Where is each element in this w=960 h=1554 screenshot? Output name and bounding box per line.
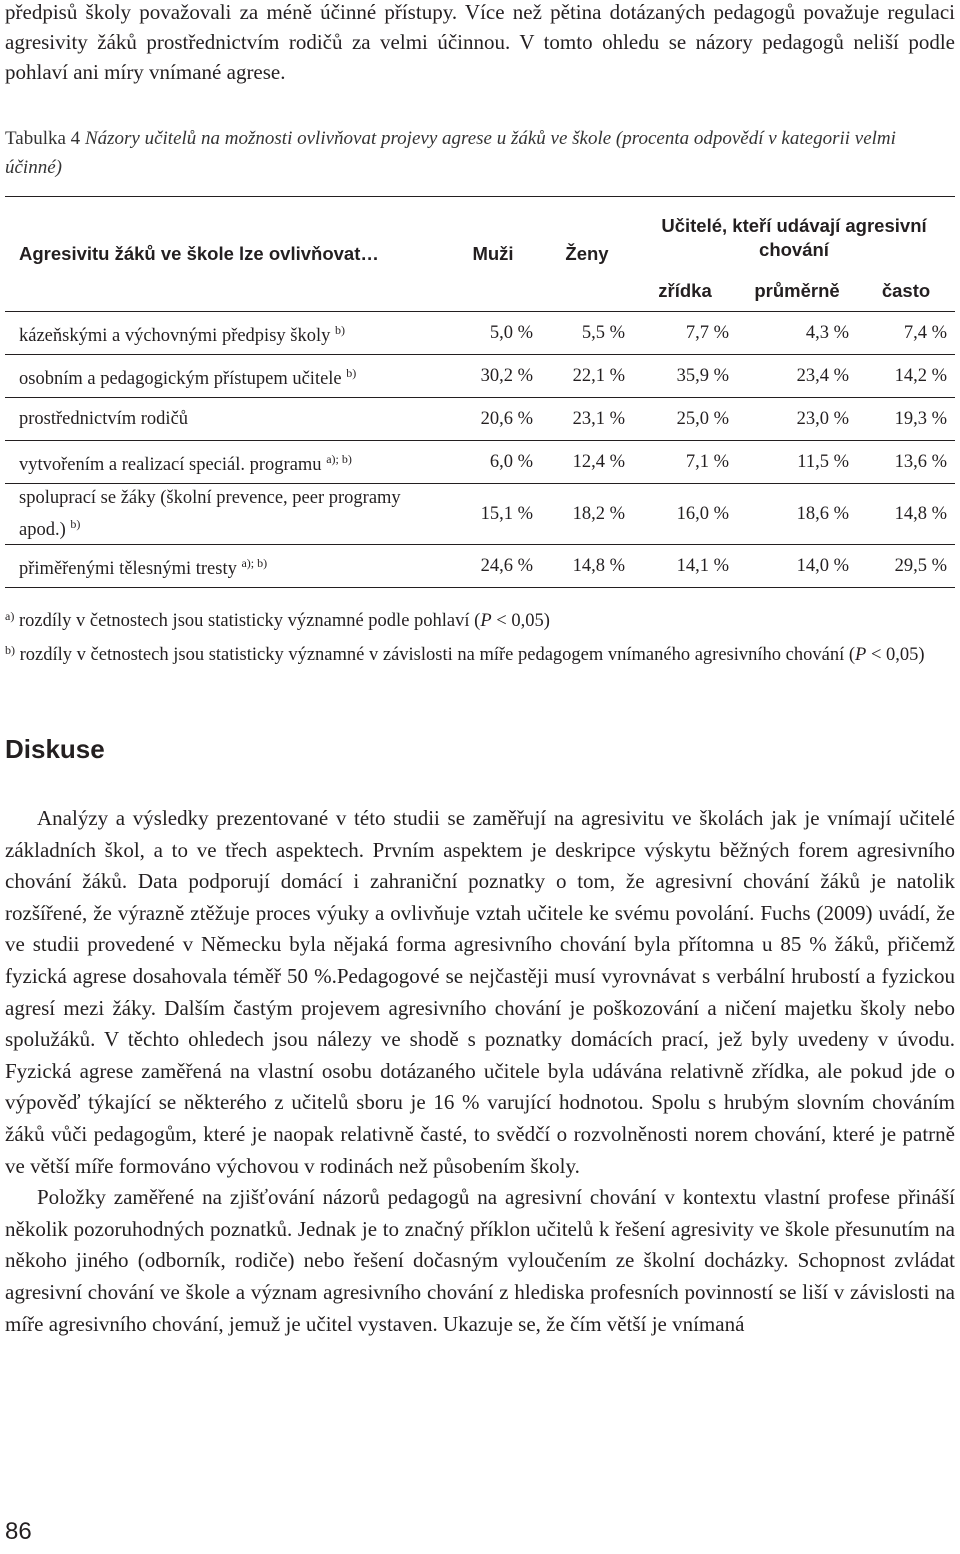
cell-rarely: 25,0 % (633, 398, 737, 441)
cell-average: 23,4 % (737, 355, 857, 398)
row-header: Agresivitu žáků ve škole lze ovlivňovat… (5, 197, 445, 312)
cell-men: 6,0 % (445, 441, 541, 484)
discussion-paragraph: Položky zaměřené na zjišťování názorů pedagogů na agresivní chování v kontextu vlastní profese přináší několik pozoruhodných poznatků. Jednak je to značný příklon učitelů k řešení agresivity ve škole přesunutím na někoho jiného (odborník, rodiče) nebo řešení dočasným vyloučením ze školní docházky. Schopnost zvládat agresivní chování ve škole a význam agresivního chování z hlediska profesních povinností se liší v závislosti na míře agresivního chování, jemuž je učitel vystaven. Ukazuje se, že čím větší je vnímaná (5, 1185, 955, 1336)
footnote-b: $^{b)}$ rozdíly v četnostech jsou statisticky významné v závislosti na míře pedagogem vnímaného agresivního chování (P < 0,05) (5, 642, 925, 665)
row-label: vytvořením a realizací speciál. programu $^{a); b)}$ (5, 441, 445, 484)
cell-rarely: 16,0 % (633, 484, 737, 545)
cell-average: 14,0 % (737, 545, 857, 588)
table-row (5, 398, 955, 441)
cell-women: 22,1 % (541, 355, 633, 398)
cell-rarely: 14,1 % (633, 545, 737, 588)
cell-often: 29,5 % (857, 545, 955, 588)
cell-often: 13,6 % (857, 441, 955, 484)
cell-rarely: 7,1 % (633, 441, 737, 484)
table-row (5, 545, 955, 588)
intro-paragraph: předpisů školy považovali za méně účinné přístupy. Více než pětina dotázaných pedagogů považuje regulaci agresivity žáků prostřednictvím rodičů za velmi účinnou. V tomto ohledu se názory pedagogů neliší podle pohlaví ani míry vnímané agrese. (5, 0, 955, 84)
row-label: přiměřenými tělesnými tresty $^{a); b)}$ (5, 545, 445, 588)
cell-men: 20,6 % (445, 398, 541, 441)
col-header-women: Ženy (541, 197, 633, 312)
section-heading: Diskuse (5, 734, 105, 764)
table-caption (5, 124, 955, 182)
discussion-body (5, 803, 955, 1340)
row-label: spoluprací se žáky (školní prevence, peer programy apod.) $^{b)}$ (5, 484, 445, 545)
cell-average: 23,0 % (737, 398, 857, 441)
col-header-rarely: zřídka (633, 271, 737, 312)
table-row (5, 355, 955, 398)
footnote-mark: a); b) (326, 452, 352, 466)
cell-often: 14,8 % (857, 484, 955, 545)
cell-rarely: 7,7 % (633, 312, 737, 355)
cell-average: 11,5 % (737, 441, 857, 484)
table-footnotes (5, 602, 955, 669)
opinions-table (5, 196, 955, 588)
cell-women: 18,2 % (541, 484, 633, 545)
page-number: 86 (5, 1518, 32, 1545)
row-label: osobním a pedagogickým přístupem učitele $^{b)}$ (5, 355, 445, 398)
cell-women: 12,4 % (541, 441, 633, 484)
footnote-a: $^{a)}$ rozdíly v četnostech jsou statisticky významné podle pohlaví (P < 0,05) (5, 609, 550, 631)
table-caption-label: Tabulka 4 (5, 128, 81, 149)
cell-often: 19,3 % (857, 398, 955, 441)
cell-often: 14,2 % (857, 355, 955, 398)
col-group-header: Učitelé, kteří udávají agresivní chování (633, 197, 955, 272)
cell-women: 5,5 % (541, 312, 633, 355)
cell-often: 7,4 % (857, 312, 955, 355)
footnote-mark: b) (346, 366, 357, 380)
footnote-mark: b) (70, 517, 81, 531)
col-header-average: průměrně (737, 271, 857, 312)
cell-men: 5,0 % (445, 312, 541, 355)
cell-women: 14,8 % (541, 545, 633, 588)
discussion-paragraph: Analýzy a výsledky prezentované v této studii se zaměřují na agresivitu ve školách jak je vnímají učitelé základních škol, a to ve třech aspektech. Prvním aspektem je deskripce výskytu běžných forem agresivního chování žáků. Data podporují domácí i zahraniční poznatky o tom, že agresivní chování žáků je natolik rozšířené, že výrazně ztěžuje proces výuky a ovlivňuje vztah učitele ke svému povolání. Fuchs (2009) uvádí, že ve studii provedené v Německu byla nějaká forma agresivního chování byla přítomna u 85 % žáků, přičemž fyzická agrese dosahovala téměř 50 %.Pedagogové se nejčastěji musí vyrovnávat s verbální hrubostí a fyzickou agresí mezi žáky. Dalším častým projevem agresivního chování je poškozování a ničení majetku školy nebo spolužáků. V těchto ohledech jsou nálezy ve shodě s poznatky domácích prací, jež byly uvedeny v úvodu. Fyzická agrese zaměřená na vlastní osobu dotázaného učitele byla udávána relativně zřídka, ale pokud jde o výpověď týkající se některého z učitelů sboru je 16 % varující hodnotou. Spolu s hrubým slovním chováním žáků vůči pedagogům, které je naopak relativně časté, to svědčí o rozvolněnosti norem chování, které je patrně ve větší míře formováno výchovou v rodinách než působením školy. (5, 806, 955, 1178)
cell-rarely: 35,9 % (633, 355, 737, 398)
table-caption-text: Názory učitelů na možnosti ovlivňovat projevy agrese u žáků ve škole (procenta odpovědí v kategorii velmi účinné) (5, 128, 896, 178)
cell-men: 15,1 % (445, 484, 541, 545)
table-container (5, 196, 955, 588)
cell-men: 30,2 % (445, 355, 541, 398)
footnote-mark: a); b) (241, 556, 268, 570)
table-row (5, 312, 955, 355)
row-label: kázeňskými a výchovnými předpisy školy $^{b)}$ (5, 312, 445, 355)
col-header-often: často (857, 271, 955, 312)
col-header-men: Muži (445, 197, 541, 312)
cell-average: 4,3 % (737, 312, 857, 355)
cell-men: 24,6 % (445, 545, 541, 588)
cell-women: 23,1 % (541, 398, 633, 441)
footnote-mark: b) (335, 323, 345, 337)
table-row (5, 441, 955, 484)
row-label: prostřednictvím rodičů (5, 398, 445, 441)
table-row (5, 484, 955, 545)
cell-average: 18,6 % (737, 484, 857, 545)
